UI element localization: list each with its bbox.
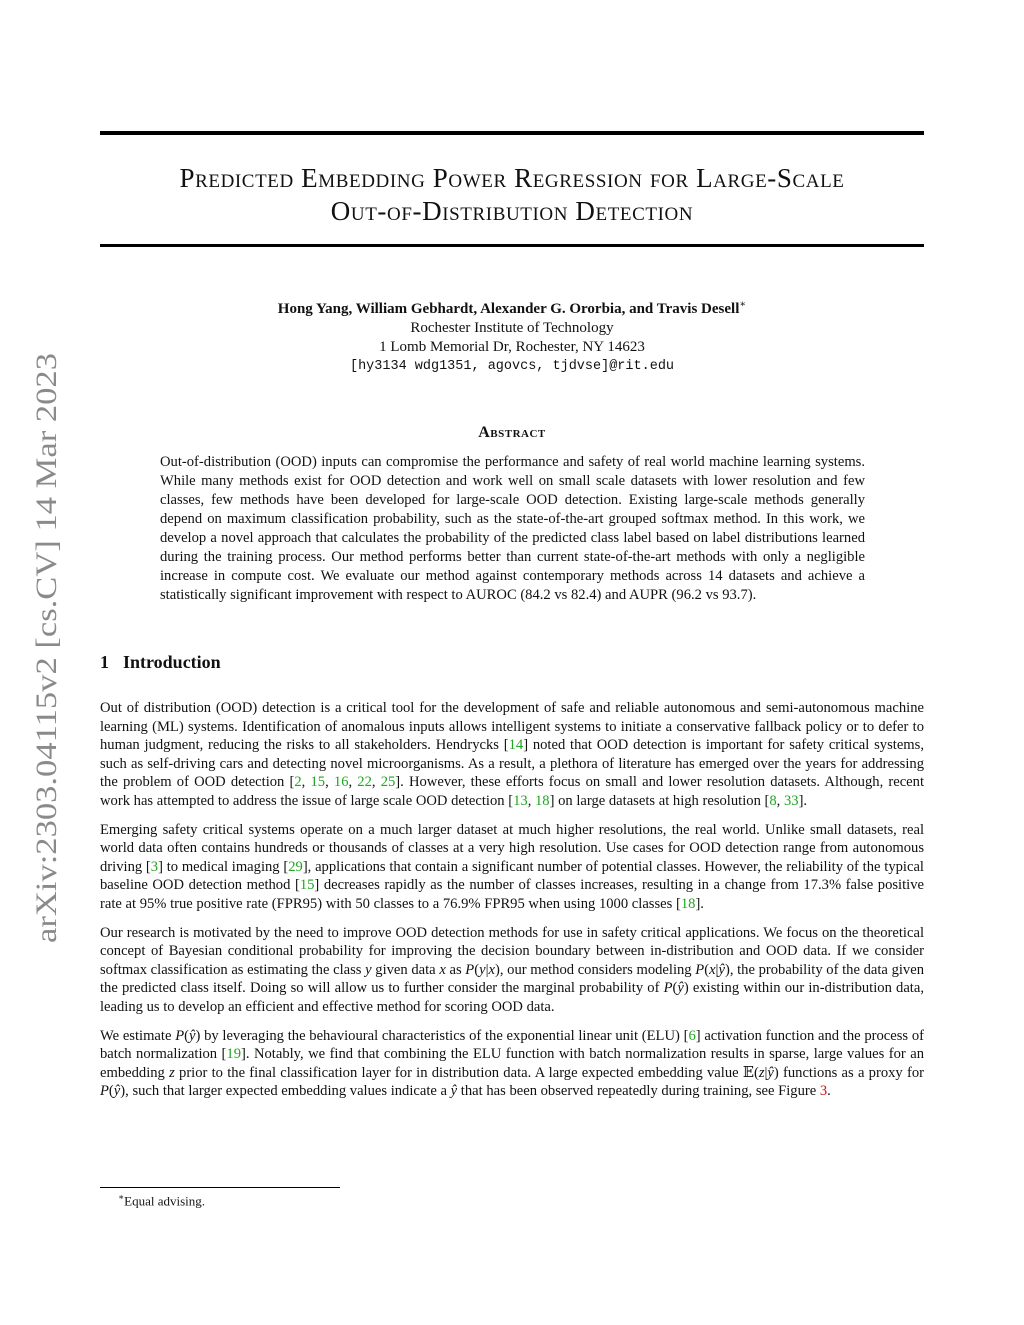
- author-block: [100, 295, 924, 376]
- abstract-text: Out-of-distribution (OOD) inputs can compromise the performance and safety of real world machine learning systems. While many methods exist for OOD detection and work well on small scale datasets with lower resolution and few classes, few methods have been developed for large-scale OOD detection. Existing large-scale methods generally depend on maximum classification probability, such as the state-of-the-art grouped softmax method. In this work, we develop a novel approach that calculates the probability of the predicted class label based on label distributions learned during the training process. Our method performs better than current state-of-the-art methods with only a negligible increase in compute cost. We evaluate our method against contemporary methods across 14 datasets and achieve a statistically significant improvement with respect to AUROC (84.2 vs 82.4) and AUPR (96.2 vs 93.7).: [160, 454, 865, 603]
- title-line-1: Predicted Embedding Power Regression for Large-Scale: [179, 163, 845, 193]
- author-list: Hong Yang, William Gebhardt, Alexander G. Ororbia, and Travis Desell: [277, 301, 740, 317]
- citation-link[interactable]: 22: [357, 774, 372, 791]
- citation-link[interactable]: 2: [294, 774, 302, 791]
- paragraph: Out of distribution (OOD) detection is a critical tool for the development of safe and reliable autonomous and semi-autonomous machine learning (ML) systems. Identification of anomalous inputs allows intelligent systems to initiate a conservative fallback policy or to defer to human judgment, reducing the risks to all stakeholders. Hendrycks [14] noted that OOD detection is important for safety critical systems, such as self-driving cars and detecting novel microorganisms. As a result, a plethora of literature has emerged over the years for addressing the problem of OOD detection [2, 15, 16, 22, 25]. However, these efforts focus on small and lower resolution datasets. Although, recent work has attempted to address the issue of large scale OOD detection [13, 18] on large datasets at high resolution [8, 33].: [100, 700, 925, 809]
- citation-link[interactable]: 29: [288, 858, 303, 875]
- paper-title: [100, 162, 924, 228]
- citation-link[interactable]: 15: [310, 774, 326, 791]
- citation-link[interactable]: 8: [769, 792, 777, 809]
- citation-link[interactable]: 19: [226, 1046, 241, 1063]
- footnote-mark: ∗: [118, 1192, 125, 1202]
- section-number: 1: [100, 652, 109, 672]
- citation-link[interactable]: 33: [783, 792, 799, 809]
- author-names: [100, 295, 924, 319]
- arxiv-identifier-stamp: [24, 350, 64, 945]
- paragraph: Emerging safety critical systems operate on a much larger dataset at much higher resolutions, the real world. Unlike small datasets, real world data often contains hundreds or thousands of classes at a very high resolution. Use cases for OOD detection range from autonomous driving [3] to medical imaging [29], applications that contain a significant number of potential classes. However, the reliability of the typical baseline OOD detection method [15] decreases rapidly as the number of classes increases, resulting in a change from 17.3% false positive rate at 95% true positive rate (FPR95) with 50 classes to a 76.9% FPR95 when using 1000 classes [18].: [100, 821, 924, 912]
- paragraph: Our research is motivated by the need to improve OOD detection methods for use in safety critical applications. We focus on the theoretical concept of Bayesian conditional probability for improving the decision boundary between in-distribution and OOD data. If we consider softmax classification as estimating the class y given data x as P(y|x), our method considers modeling P(x|ŷ), the probability of the data given the predicted class itself. Doing so will allow us to further consider the marginal probability of P(ŷ) existing within our in-distribution data, leading us to develop an efficient and effective method for scoring OOD data.: [100, 924, 924, 1015]
- citation-link[interactable]: 3: [150, 858, 159, 875]
- abstract-heading: Abstract: [478, 424, 546, 441]
- affiliation: Rochester Institute of Technology: [410, 320, 614, 336]
- equal-advising-mark: ∗: [739, 299, 747, 310]
- citation-link[interactable]: 18: [680, 895, 696, 912]
- section-heading: [100, 652, 221, 673]
- introduction-body: [100, 699, 924, 1111]
- citation-link[interactable]: 18: [534, 792, 550, 809]
- section-title: Introduction: [123, 652, 221, 672]
- citation-link[interactable]: 6: [688, 1027, 696, 1044]
- arxiv-stamp-text: arXiv:2303.04115v2 [cs.CV] 14 Mar 2023: [30, 430, 63, 943]
- citation-link[interactable]: 15: [299, 877, 315, 894]
- footnote-rule: [100, 1187, 340, 1188]
- citation-link[interactable]: 16: [333, 774, 349, 791]
- title-bottom-rule: [100, 244, 924, 247]
- citation-link[interactable]: 14: [508, 737, 524, 754]
- address: 1 Lomb Memorial Dr, Rochester, NY 14623: [379, 339, 645, 355]
- footnote-text: Equal advising.: [124, 1193, 206, 1209]
- footnote: [118, 1192, 205, 1209]
- title-line-2: Out-of-Distribution Detection: [330, 196, 694, 226]
- citation-link[interactable]: 25: [380, 774, 396, 791]
- paragraph: We estimate P(ŷ) by leveraging the behavioural characteristics of the exponential linear unit (ELU) [6] activation function and the process of batch normalization [19]. Notably, we find that combining the ELU function with batch normalization results in sparse, large values for an embedding z prior to the final classification layer for in distribution data. A large expected embedding value 𝔼(z|ŷ) functions as a proxy for P(ŷ), such that larger expected embedding values indicate a ŷ that has been observed repeatedly during training, see Figure 3.: [100, 1027, 924, 1100]
- title-top-rule: [100, 131, 924, 135]
- citation-link[interactable]: 13: [513, 792, 528, 809]
- author-emails: [hy3134 wdg1351, agovcs, tjdvse]@rit.edu: [349, 359, 675, 374]
- figure-link[interactable]: 3: [819, 1083, 828, 1100]
